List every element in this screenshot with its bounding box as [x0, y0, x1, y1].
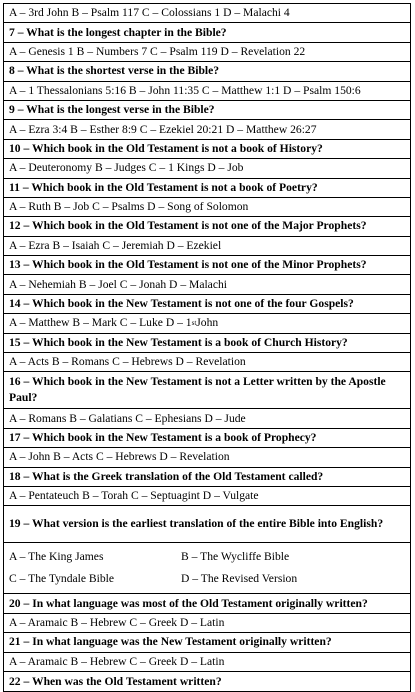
- quiz-table: [3, 3, 411, 692]
- question-row: 21 – In what language was the New Testament originally written?: [4, 633, 410, 652]
- question-row: 15 – Which book in the New Testament is a book of Church History?: [4, 334, 410, 353]
- answer-option: C – The Tyndale Bible: [9, 572, 115, 586]
- question-row: 8 – What is the shortest verse in the Bible?: [4, 62, 410, 81]
- answer-row: A – Genesis 1 B – Numbers 7 C – Psalm 119 D – Revelation 22: [4, 43, 410, 62]
- answer-option: A – The King James: [9, 550, 104, 564]
- answer-row: A – Acts B – Romans C – Hebrews D – Revelation: [4, 353, 410, 372]
- answer-row: A – 1 Thessalonians 5:16 B – John 11:35 C – Matthew 1:1 D – Psalm 150:6: [4, 82, 410, 101]
- question-row: 18 – What is the Greek translation of the Old Testament called?: [4, 468, 410, 487]
- answer-row: A – Pentateuch B – Torah C – Septuagint D – Vulgate: [4, 487, 410, 506]
- question-row: 22 – When was the Old Testament written?: [9, 674, 222, 688]
- answer-row: A – Deuteronomy B – Judges C – 1 Kings D – Job: [4, 159, 410, 178]
- question-row: 16 – Which book in the New Testament is not a Letter written by the Apostle Paul?: [4, 372, 410, 409]
- question-row: 11 – Which book in the Old Testament is not a book of Poetry?: [4, 179, 410, 198]
- answer-option: B – The Wycliffe Bible: [181, 550, 290, 564]
- answer-row: A – John B – Acts C – Hebrews D – Revelation: [4, 448, 410, 467]
- answer-row: A – Nehemiah B – Joel C – Jonah D – Malachi: [4, 275, 410, 294]
- answer-row: A – Matthew B – Mark C – Luke D – 1 st John: [4, 314, 410, 333]
- question-row: 20 – In what language was most of the Old Testament originally written?: [4, 594, 410, 613]
- answer-row: A – Aramaic B – Hebrew C – Greek D – Latin: [4, 614, 410, 633]
- question-row: 12 – Which book in the Old Testament is not one of the Major Prophets?: [4, 217, 410, 236]
- answer-grid-row: [4, 543, 410, 594]
- question-row: 17 – Which book in the New Testament is a book of Prophecy?: [4, 429, 410, 448]
- answer-option: D – The Revised Version: [181, 572, 298, 586]
- answer-grid-line: [9, 568, 405, 590]
- question-row: 7 – What is the longest chapter in the Bible?: [4, 23, 410, 42]
- question-row: 10 – Which book in the Old Testament is not a book of History?: [4, 140, 410, 159]
- answer-row: A – Romans B – Galatians C – Ephesians D – Jude: [4, 409, 410, 428]
- answer-row: A – 3rd John B – Psalm 117 C – Colossians 1 D – Malachi 4: [4, 4, 410, 23]
- answer-row: A – Ezra B – Isaiah C – Jeremiah D – Ezekiel: [4, 237, 410, 256]
- answer-row: A – Aramaic B – Hebrew C – Greek D – Latin: [4, 653, 410, 672]
- question-row: 19 – What version is the earliest translation of the entire Bible into English?: [4, 506, 410, 543]
- question-row: 9 – What is the longest verse in the Bible?: [4, 101, 410, 120]
- question-row: 14 – Which book in the New Testament is not one of the four Gospels?: [4, 295, 410, 314]
- question-row: 13 – Which book in the Old Testament is not one of the Minor Prophets?: [4, 256, 410, 275]
- answer-grid-line: [9, 546, 405, 568]
- answer-row: A – Ezra 3:4 B – Esther 8:9 C – Ezekiel 20:21 D – Matthew 26:27: [4, 120, 410, 139]
- answer-row: A – Ruth B – Job C – Psalms D – Song of Solomon: [4, 198, 410, 217]
